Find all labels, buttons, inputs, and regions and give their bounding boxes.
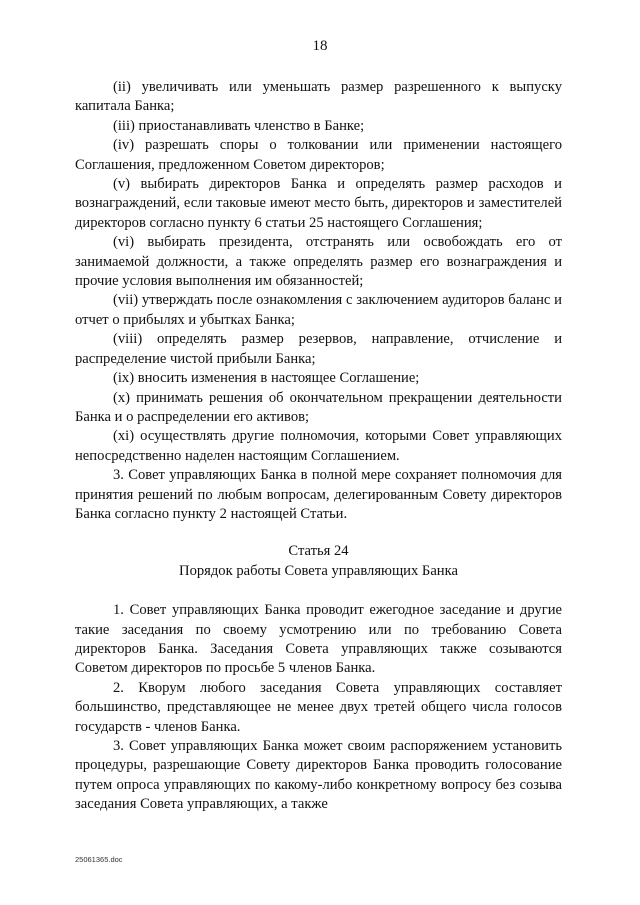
paragraph-clause-3: 3. Совет управляющих Банка в полной мере сохраняет полномочия для принятия решений по любым вопросам, делегированным Совету директоров Банка согласно пункту 2 настоящей Статьи.: [75, 467, 562, 522]
paragraph-item-ix: (ix) вносить изменения в настоящее Соглашение;: [113, 370, 420, 387]
paragraph-item-ii: (ii) увеличивать или уменьшать размер разрешенного к выпуску капитала Банка;: [75, 79, 562, 115]
paragraph-item-iv: (iv) разрешать споры о толковании или применении настоящего Соглашения, предложенном Советом директоров;: [75, 137, 562, 173]
paragraph-item-iii: (iii) приостанавливать членство в Банке;: [113, 117, 365, 134]
paragraph-item-viii: (viii) определять размер резервов, направление, отчисление и распределение чистой прибыли Банка;: [75, 331, 562, 367]
article-title: Порядок работы Совета управляющих Банка: [179, 562, 458, 579]
footer-filename: 25061365.doc: [75, 855, 123, 864]
article-paragraph-1: 1. Совет управляющих Банка проводит ежегодное заседание и другие такие заседания по своему усмотрению или по требованию Совета директоров Банка. Заседания Совета управляющих также созываются Советом директоров по просьбе 5 членов Банка.: [75, 602, 562, 677]
paragraph-item-v: (v) выбирать директоров Банка и определять размер расходов и вознаграждений, если таковые имеют место быть, директоров и заместителей директоров согласно пункту 6 статьи 25 настоящего Соглашения;: [75, 176, 562, 231]
article-paragraph-3: 3. Совет управляющих Банка может своим распоряжением установить процедуры, разрешающие Совету директоров Банка проводить голосование путем опроса управляющих по какому-либо конкретному вопросу без созыва заседания Совета управляющих, а также: [75, 738, 562, 813]
page-number: 18: [312, 38, 328, 54]
article-heading: [75, 542, 562, 581]
paragraph-item-vi: (vi) выбирать президента, отстранять или освобождать его от занимаемой должности, а также определять размер его вознаграждения и прочие условия выполнения им обязанностей;: [75, 234, 562, 290]
article-paragraph-2: 2. Кворум любого заседания Совета управляющих составляет большинство, представляющее не менее двух третей общего числа голосов государств - членов Банка.: [75, 679, 562, 735]
article-number: Статья 24: [288, 543, 349, 560]
document-body: [75, 78, 562, 815]
paragraph-item-x: (x) принимать решения об окончательном прекращении деятельности Банка и о распределении его активов;: [75, 389, 562, 425]
paragraph-item-vii: (vii) утверждать после ознакомления с заключением аудиторов баланс и отчет о прибылях и убытках Банка;: [75, 292, 562, 328]
paragraph-item-xi: (xi) осуществлять другие полномочия, которыми Совет управляющих непосредственно наделен настоящим Соглашением.: [75, 428, 562, 464]
